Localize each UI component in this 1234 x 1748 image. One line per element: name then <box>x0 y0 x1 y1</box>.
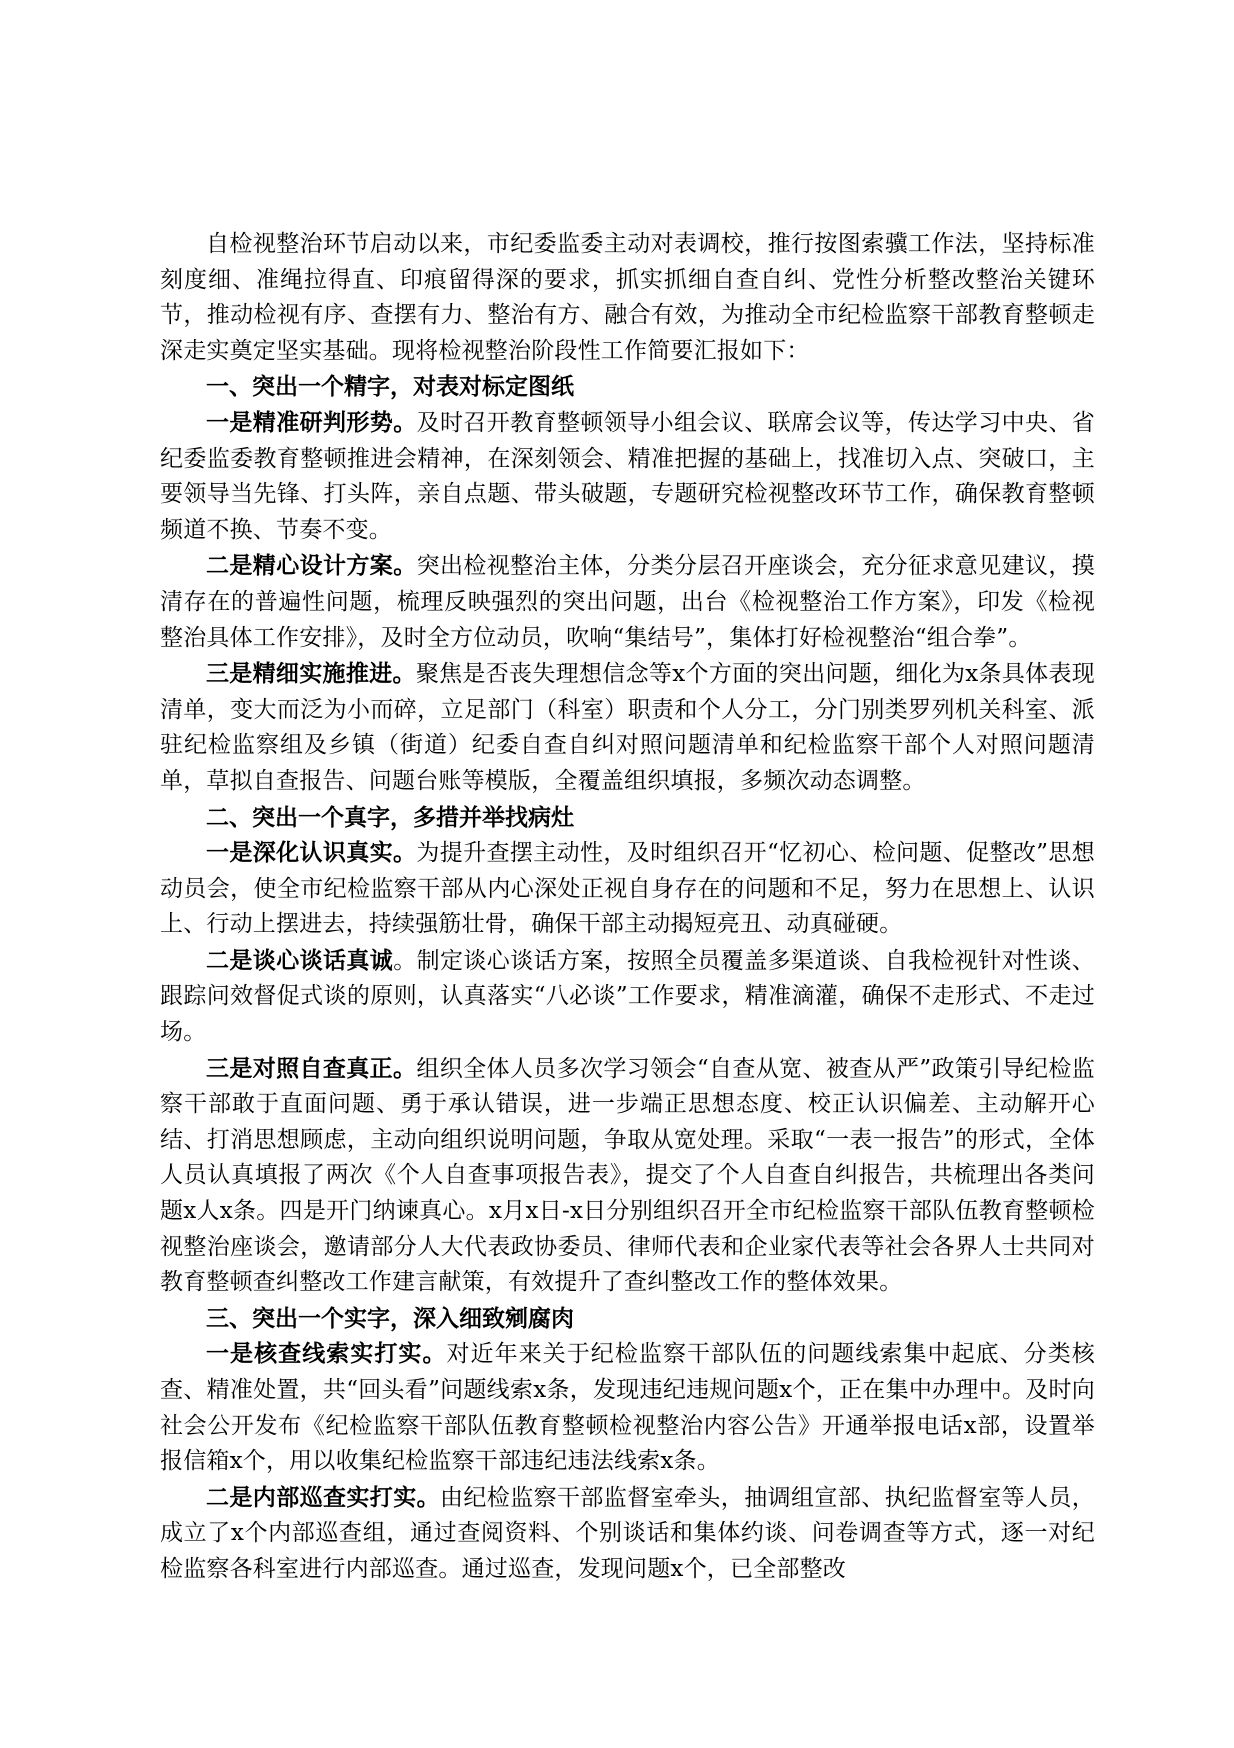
intro-paragraph: 自检视整治环节启动以来，市纪委监委主动对表调校，推行按图索骥工作法，坚持标准刻度细、准绳拉得直、印痕留得深的要求，抓实抓细自查自纠、党性分析整改整治关键环节，推动检视有序、查摆有力、整治有方、融合有效，为推动全市纪检监察干部教育整顿走深走实奠定坚实基础。现将检视整治阶段性工作简要汇报如下： <box>160 231 1095 364</box>
paragraph <box>160 1051 1095 1301</box>
paragraph <box>160 405 1095 548</box>
paragraph-text: 组织全体人员多次学习领会“自查从宽、被查从严”政策引导纪检监察干部敢于直面问题、勇于承认错误，进一步端正思想态度、校正认识偏差、主动解开心结、打消思想顾虑，主动向组织说明问题，争取从宽处理。采取“一表一报告”的形式，全体人员认真填报了两次《个人自查事项报告表》，提交了个人自查自纠报告，共梳理出各类问题x人x条。四是开门纳谏真心。x月x日-x日分别组织召开全市纪检监察干部队伍教育整顿检视整治座谈会，邀请部分人大代表政协委员、律师代表和企业家代表等社会各界人士共同对教育整顿查纠整改工作建言献策，有效提升了查纠整改工作的整体效果。 <box>160 1055 1095 1296</box>
paragraph-lead: 一是核查线索实打实。 <box>206 1340 447 1368</box>
paragraph-lead: 一是深化认识真实。 <box>206 839 417 867</box>
paragraph-lead: 二是精心设计方案。 <box>206 552 417 580</box>
paragraph-text: 及时召开教育整顿领导小组会议、联席会议等，传达学习中央、省纪委监委教育整顿推进会精神，在深刻领会、精准把握的基础上，找准切入点、突破口，主要领导当先锋、打头阵，亲自点题、带头破题，专题研究检视整改环节工作，确保教育整顿频道不换、节奏不变。 <box>160 409 1095 543</box>
paragraph-text: 。制定谈心谈话方案，按照全员覆盖多渠道谈、自我检视针对性谈、跟踪问效督促式谈的原则，认真落实“八必谈”工作要求，精准滴灌，确保不走形式、不走过场。 <box>160 947 1095 1046</box>
paragraph-lead: 二是内部巡查实打实。 <box>206 1483 440 1511</box>
paragraph-lead: 三是对照自查真正。 <box>206 1054 417 1082</box>
paragraph <box>160 1336 1095 1479</box>
paragraph <box>160 835 1095 943</box>
paragraph-text: 突出检视整治主体，分类分层召开座谈会，充分征求意见建议，摸清存在的普遍性问题，梳理反映强烈的突出问题，出台《检视整治工作方案》，印发《检视整治具体工作安排》，及时全方位动员，吹响“集结号”，集体打好检视整治“组合拳”。 <box>160 553 1095 651</box>
paragraph-text: 聚焦是否丧失理想信念等x个方面的突出问题，细化为x条具体表现清单，变大而泛为小而碎，立足部门（科室）职责和个人分工，分门别类罗列机关科室、派驻纪检监察组及乡镇（街道）纪委自查自纠对照问题清单和纪检监察干部个人对照问题清单，草拟自查报告、问题台账等模版，全覆盖组织填报，多频次动态调整。 <box>160 661 1095 794</box>
section-heading-3: 三、突出一个实字，深入细致剜腐肉 <box>206 1304 574 1332</box>
paragraph <box>160 1480 1095 1588</box>
paragraph <box>160 656 1095 799</box>
section-heading-2: 二、突出一个真字，多措并举找病灶 <box>206 803 574 831</box>
paragraph-lead: 二是谈心谈话真诚 <box>206 946 394 974</box>
paragraph-text: 对近年来关于纪检监察干部队伍的问题线索集中起底、分类核查、精准处置，共“回头看”问题线索x条，发现违纪违规问题x个，正在集中办理中。及时向社会公开发布《纪检监察干部队伍教育整顿检视整治内容公告》开通举报电话x部，设置举报信箱x个，用以收集纪检监察干部违纪违法线索x条。 <box>160 1341 1095 1475</box>
paragraph <box>160 943 1095 1051</box>
paragraph-lead: 一是精准研判形势。 <box>206 408 417 436</box>
section-heading-1: 一、突出一个精字，对表对标定图纸 <box>206 373 574 401</box>
paragraph <box>160 548 1095 656</box>
paragraph-lead: 三是精细实施推进。 <box>206 660 416 688</box>
paragraph-text: 由纪检监察干部监督室牵头，抽调组宣部、执纪监督室等人员，成立了x个内部巡查组，通过查阅资料、个别谈话和集体约谈、问卷调查等方式，逐一对纪检监察各科室进行内部巡查。通过巡查，发现问题x个，已全部整改 <box>160 1484 1095 1582</box>
paragraph-text: 为提升查摆主动性，及时组织召开“忆初心、检问题、促整改”思想动员会，使全市纪检监察干部从内心深处正视自身存在的问题和不足，努力在思想上、认识上、行动上摆进去，持续强筋壮骨，确保干部主动揭短亮丑、动真碰硬。 <box>160 840 1095 938</box>
document-page <box>160 227 1095 1588</box>
